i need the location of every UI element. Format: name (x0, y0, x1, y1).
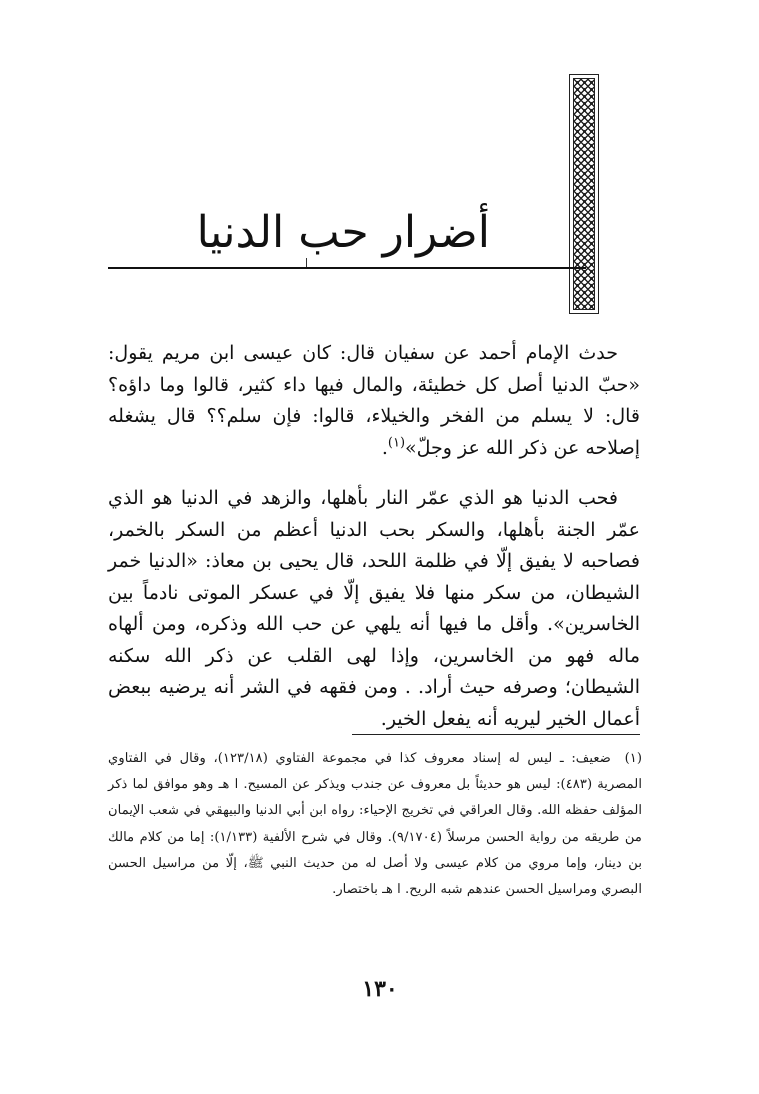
ornament-pattern (573, 78, 595, 310)
chapter-title: أضرار حب الدنيا (196, 207, 490, 258)
paragraph-1 (108, 338, 640, 464)
footnote (108, 746, 642, 903)
footnote-separator (352, 734, 640, 735)
decorative-ornament-band (569, 74, 599, 314)
page-number: ١٣٠ (362, 976, 398, 1002)
paragraph-1-text: حدث الإمام أحمد عن سفيان قال: كان عيسى ابن مريم يقول: «حبّ الدنيا أصل كل خطيئة، والمال فيها داء كثير، قالوا وما داؤه؟ قال: لا يسلم من الفخر والخيلاء، قالوا: فإن سلم؟؟ قال يشغله إصلاحه عن ذكر الله عز وجلّ» (108, 342, 640, 459)
paragraph-2-text: فحب الدنيا هو الذي عمّر النار بأهلها، والزهد في الدنيا هو الذي عمّر الجنة بأهلها، والسكر بحب الدنيا أعظم من السكر بالخمر، فصاحبه لا يفيق إلّا في ظلمة اللحد، قال يحيى بن معاذ: «الدنيا خمر الشيطان، من سكر منها فلا يفيق إلّا في عسكر الموتى نادماً بين الخاسرين». وأقل ما فيها أنه يلهي عن حب الله وذكره، ومن ألهاه ماله فهو من الخاسرين، وإذا لهى القلب عن ذكر الله سكنه الشيطان؛ وصرفه حيث أراد. . ومن فقهه في الشر أنه يرضيه ببعض أعمال الخير ليريه أنه يفعل الخير. (108, 487, 640, 730)
title-tick-mark (306, 258, 307, 267)
footnote-number: (١) (624, 751, 642, 766)
paragraph-2 (108, 483, 640, 735)
footnote-reference: (١) (387, 435, 406, 451)
footnote-text: ضعيف: ـ ليس له إسناد معروف كذا في مجموعة الفتاوي (١٢٣/١٨)، وقال في الفتاوي المصرية (٤٨٣): ليس هو حديثاً بل معروف عن جندب ويذكر عن المسيح. ا هـ وهو موافق لما ذكر المؤلف حفظه الله. وقال العراقي في تخريج الإحياء: رواه ابن أبي الدنيا والبيهقي في شعب الإيمان من طريقه من رواية الحسن مرسلاً (٩/١٧٠٤). وقال في شرح الألفية (١/١٣٣): إما من كلام مالك بن دينار، وإما مروي من كلام عيسى ولا أصل له من حديث النبي ﷺ، إلّا من مراسيل الحسن البصري ومراسيل الحسن عندهم شبه الريح. ا هـ باختصار. (108, 751, 642, 898)
paragraph-1-tail: . (381, 436, 388, 459)
title-underline (108, 267, 586, 269)
